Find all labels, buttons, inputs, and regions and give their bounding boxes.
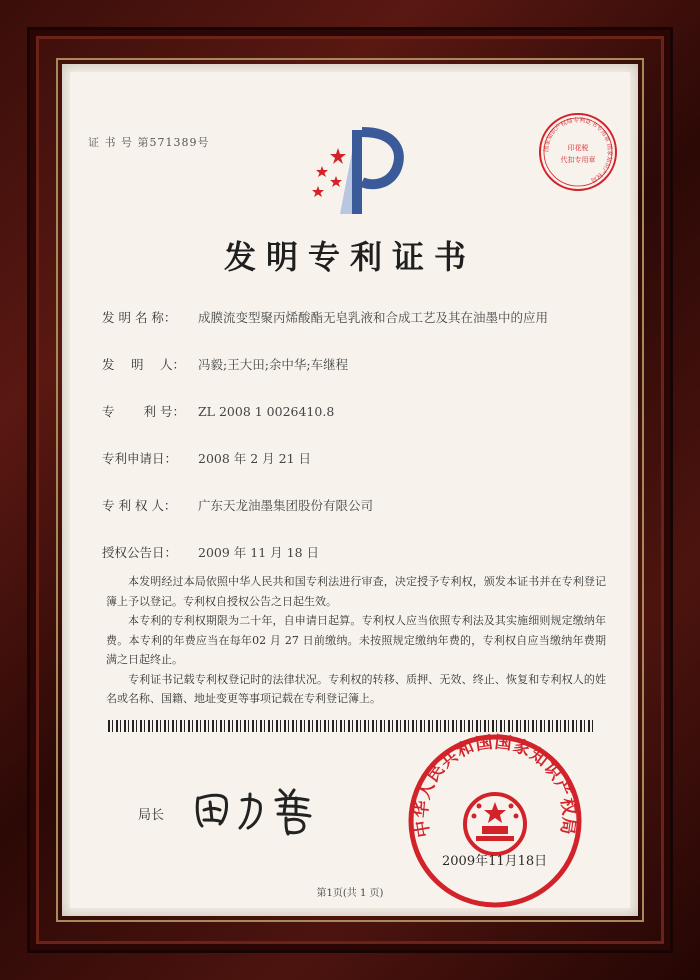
svg-text:中华人民共和国国家知识产权局 bbox=[411, 733, 580, 839]
body-paragraph: 专利证书记载专利权登记时的法律状况。专利权的转移、质押、无效、终止、恢复和专利权人的姓名或名称、国籍、地址变更等事项记载在专利登记簿上。 bbox=[106, 672, 606, 705]
barcode bbox=[108, 720, 596, 732]
small-tax-seal bbox=[536, 110, 620, 194]
patent-certificate bbox=[70, 72, 630, 908]
field-grant-date bbox=[102, 543, 319, 561]
svg-text:国家知识产权局专利证书专用章 国家知识产权局: 国家知识产权局专利证书专用章 国家知识产权局 bbox=[542, 116, 614, 184]
field-label: 发 明 人： bbox=[102, 357, 185, 372]
director-signature bbox=[190, 780, 330, 840]
field-inventors bbox=[102, 355, 348, 373]
certificate-title: 发明专利证书 bbox=[223, 238, 476, 276]
issue-date: 2009年11月18日 bbox=[442, 854, 548, 869]
logo-stars-icon bbox=[312, 148, 346, 197]
field-value: 成膜流变型聚丙烯酸酯无皂乳液和合成工艺及其在油墨中的应用 bbox=[198, 310, 549, 325]
field-patentee bbox=[102, 496, 373, 514]
field-value: 2009 年 11 月 18 日 bbox=[198, 545, 319, 560]
field-invention-name bbox=[102, 308, 548, 326]
field-label: 专 利 权 人： bbox=[102, 498, 177, 513]
svg-text:印花税: 印花税 bbox=[567, 144, 589, 152]
field-value: 2008 年 2 月 21 日 bbox=[198, 451, 312, 466]
field-value: 广东天龙油墨集团股份有限公司 bbox=[198, 498, 374, 513]
field-value: ZL 2008 1 0026410.8 bbox=[198, 404, 335, 419]
cnipa-logo-icon bbox=[300, 122, 410, 222]
body-paragraph: 本发明经过本局依照中华人民共和国专利法进行审查，决定授予专利权，颁发本证书并在专利登记簿上予以登记。专利权自授权公告之日起生效。 bbox=[106, 575, 606, 608]
field-label: 专利申请日： bbox=[102, 451, 178, 466]
body-paragraph: 本专利的专利权期限为二十年，自申请日起算。专利权人应当依照专利法及其实施细则规定缴纳年费。本专利的年费应当在每年02 月 27 日前缴纳。未按照规定缴纳年费的，专利权自应当缴纳年费期满之日起终止。 bbox=[106, 614, 606, 666]
field-label: 授权公告日： bbox=[102, 545, 178, 560]
field-label: 发 明 名 称： bbox=[102, 310, 177, 325]
director-label: 局长 bbox=[138, 808, 165, 823]
certificate-number: 证 书 号 第571389号 bbox=[88, 136, 210, 149]
page-number: 第1页(共 1 页) bbox=[316, 888, 384, 899]
field-patent-number bbox=[102, 402, 334, 420]
field-label: 专 利 号： bbox=[102, 404, 185, 419]
certificate-body bbox=[106, 572, 606, 709]
field-application-date bbox=[102, 449, 311, 467]
national-emblem-icon bbox=[465, 794, 525, 854]
svg-text:代扣专用章: 代扣专用章 bbox=[560, 156, 596, 164]
seal-text: 中华人民共和国国家知识产权局 bbox=[411, 732, 579, 839]
field-value: 冯毅;王大田;余中华;车继程 bbox=[198, 357, 349, 372]
